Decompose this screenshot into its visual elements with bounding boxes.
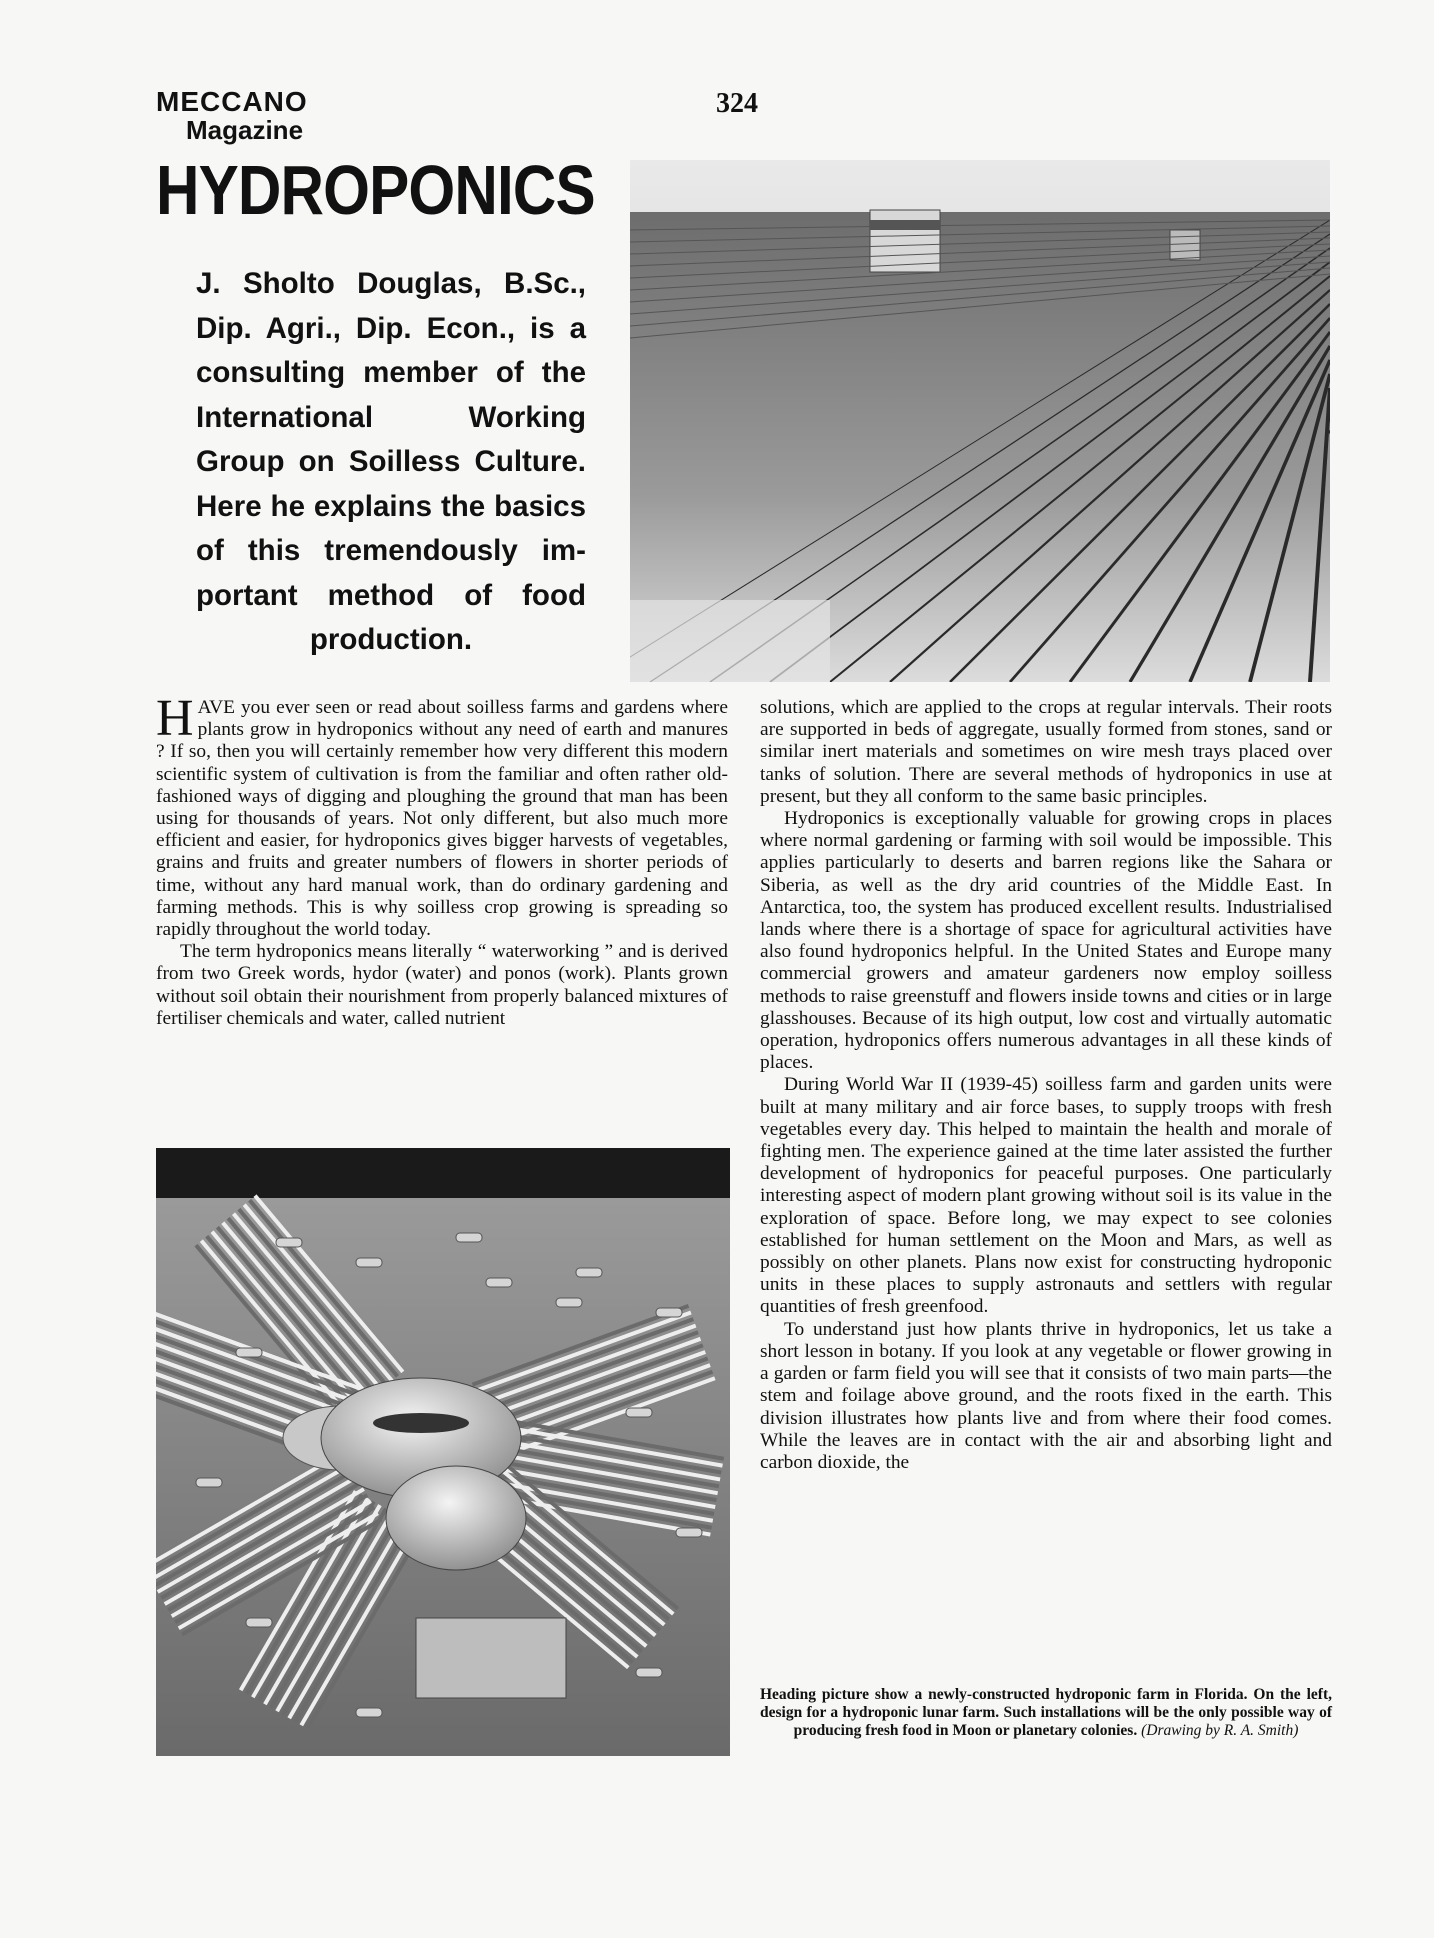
paragraph: To understand just how plants thrive in hydroponics, let us take a short lesson in botany. If you look at any vegetable or flower growing in a garden or farm field you will see that it consists of two main parts—the stem and foilage above ground, and the roots fixed in the earth. This division illustrates how plants live and from where their food comes. While the leaves are in contact with the air and absorbing light and carbon dioxide, the bbox=[760, 1318, 1332, 1473]
habitat-pod bbox=[656, 1308, 682, 1317]
drawing-lunar-farm-image bbox=[156, 1148, 730, 1756]
habitat-pod bbox=[246, 1618, 272, 1627]
masthead-title: MECCANO bbox=[156, 86, 308, 117]
paragraph bbox=[156, 690, 728, 941]
paragraph: solutions, which are applied to the crops at regular intervals. Their roots are supported in beds of aggregate, usually formed from stones, sand or similar inert materials and sometimes on wire mesh trays placed over tanks of solution. There are several methods of hydroponics in use at present, but they all conform to the same basic principles. bbox=[760, 697, 1332, 807]
article-standfirst: J. Sholto Douglas, B.Sc., Dip. Agri., Dip. Econ., is a consulting member of the International Working Group on Soilless Culture. Here he explains the basics of this tremendously important method of food production. bbox=[196, 267, 586, 656]
paragraph-text: AVE you ever seen or read about soilless farms and gardens where plants grow in hydroponics without any need of earth and manures ? If so, then you will certainly remember how very different this modern scientific system of cultivation is from the familiar and often rather old-fashioned ways of digging and ploughing the ground that man has been using for thousands of years. Not only different, but also much more efficient and easier, for hydroponics gives bigger harvests of vegetables, grains and fruits and greater numbers of flowers in shorter periods of time, without any hard manual work, than do ordinary gardening and farming methods. This is why soilless crop growing is spreading so rapidly throughout the world today. bbox=[156, 697, 728, 941]
masthead-subtitle: Magazine bbox=[186, 115, 304, 145]
habitat-pod bbox=[456, 1233, 482, 1242]
drop-cap: H bbox=[156, 690, 194, 747]
photo-hydroponic-farm-image bbox=[630, 160, 1330, 682]
page-number: 324 bbox=[716, 88, 758, 119]
habitat-pod bbox=[556, 1298, 582, 1307]
caption-text: Heading picture show a newly-constructed hydroponic farm in Florida. On the left, design for a hydroponic lunar farm. Such installations will be the only possible way of producing fresh food in Moon or planetary colonies. bbox=[760, 1686, 1332, 1739]
paragraph: During World War II (1939-45) soilless farm and garden units were built at many military and air force bases, to supply troops with fresh vegetables every day. This helped to maintain the health and morale of fighting men. The experience gained at the time later assisted the further development of hydroponics for peaceful purposes. One particularly interesting aspect of modern plant growing without soil is its value in the exploration of space. Before long, we may expect to see colonies established for human settlement on the Moon and Mars, as well as possibly on other planets. Plans now exist for constructing hydroponic units in these places to supply astronauts and settlers with regular quantities of fresh greenfood. bbox=[760, 1074, 1332, 1318]
habitat-pod bbox=[356, 1708, 382, 1717]
habitat-pod bbox=[196, 1478, 222, 1487]
article-column-right bbox=[760, 697, 1332, 1474]
habitat-pod bbox=[626, 1408, 652, 1417]
paragraph: Hydroponics is exceptionally valuable for growing crops in places where normal gardening or farming with soil would be impossible. This applies particularly to deserts and barren regions like the Sahara or Siberia, as well as the dry arid countries of the Middle East. In Antarctica, too, the system has produced excellent results. Industrialised lands where there is a shortage of space for agricultural activities have also found hydroponics helpful. In the United States and Europe many commercial growers and amateur gardeners now employ soilless methods to raise greenstuff and flowers inside towns and cities or in large glasshouses. Because of its high output, low cost and virtually automatic operation, hydroponics offers numerous advantages in all these kinds of places. bbox=[760, 808, 1332, 1074]
paragraph: The term hydroponics means literally “ waterworking ” and is derived from two Greek words, hydor (water) and ponos (work). Plants grown without soil obtain their nourishment from properly balanced mixtures of fertiliser chemicals and water, called nutrient bbox=[156, 941, 728, 1029]
article-column-left bbox=[156, 690, 728, 1030]
article-headline: HYDROPONICS bbox=[156, 151, 595, 229]
photo-hydroponic-farm bbox=[630, 160, 1330, 682]
photo-caption bbox=[760, 1686, 1332, 1740]
habitat-pod bbox=[356, 1258, 382, 1267]
habitat-pod bbox=[236, 1348, 262, 1357]
habitat-pod bbox=[676, 1528, 702, 1537]
drawing-lunar-farm bbox=[156, 1148, 730, 1756]
habitat-pod bbox=[276, 1238, 302, 1247]
habitat-pod bbox=[486, 1278, 512, 1287]
habitat-pod bbox=[576, 1268, 602, 1277]
caption-credit: (Drawing by R. A. Smith) bbox=[1141, 1722, 1299, 1739]
habitat-pod bbox=[636, 1668, 662, 1677]
